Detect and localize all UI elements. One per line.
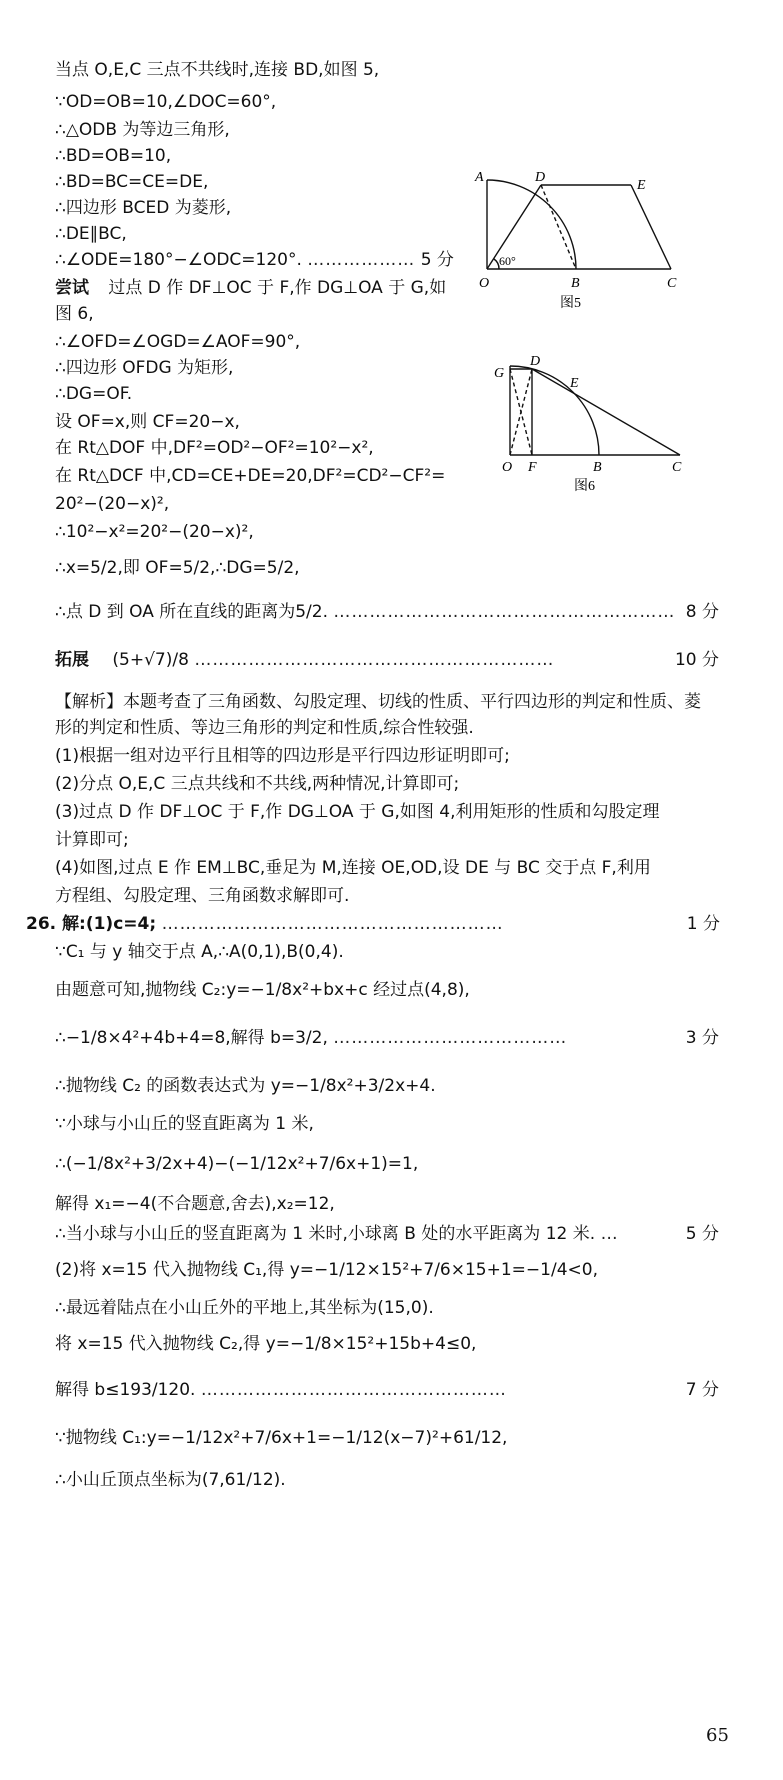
segment-DC	[532, 369, 680, 455]
score-mark: 1 分	[686, 914, 720, 934]
text-line: ∴∠OFD=∠OGD=∠AOF=90°,	[55, 332, 301, 352]
text-segment: ∴∠ODE=180°−∠ODC=120°.	[55, 250, 302, 270]
question-number: 26. 解:(1)c=4;	[26, 914, 157, 934]
text-line: ∴BD=BC=CE=DE,	[55, 172, 209, 192]
leader-dots: ………………	[307, 250, 416, 270]
text-line: ∴BD=OB=10,	[55, 146, 172, 166]
point-label: O	[502, 460, 513, 475]
segment-BD-dashed	[541, 185, 576, 269]
text-segment: 过点 D 作 DF⊥OC 于 F,作 DG⊥OA 于 G,如	[108, 278, 447, 298]
point-label: G	[494, 366, 505, 381]
text-line: (2)分点 O,E,C 三点共线和不共线,两种情况,计算即可;	[55, 774, 460, 794]
figure-6	[488, 350, 698, 495]
point-label: D	[535, 170, 546, 185]
text-line: 当点 O,E,C 三点不共线时,连接 BD,如图 5,	[55, 60, 380, 80]
text-line	[55, 648, 735, 672]
arc-AB	[510, 366, 599, 455]
segment-EC	[631, 185, 671, 269]
text-line: ∵小球与小山丘的竖直距离为 1 米,	[55, 1114, 314, 1134]
text-segment: ∴−1/8×4²+4b+4=8,解得 b=3/2,	[55, 1028, 328, 1048]
text-line: (3)过点 D 作 DF⊥OC 于 F,作 DG⊥OA 于 G,如图 4,利用矩形的性质和勾股定理	[55, 802, 660, 822]
text-line: 方程组、勾股定理、三角函数求解即可.	[55, 886, 350, 906]
text-line: ∴x=5/2,即 OF=5/2,∴DG=5/2,	[55, 558, 300, 578]
text-segment: ∴点 D 到 OA 所在直线的距离为5/2.	[55, 602, 328, 622]
text-line: 解得 x₁=−4(不合题意,舍去),x₂=12,	[55, 1194, 335, 1214]
text-line: 形的判定和性质、等边三角形的判定和性质,综合性较强.	[55, 718, 474, 738]
text-line: 20²−(20−x)²,	[55, 494, 170, 514]
text-line	[55, 1378, 735, 1402]
figure-caption: 图5	[560, 296, 581, 311]
text-line: ∴DG=OF.	[55, 384, 133, 404]
text-line: 图 6,	[55, 304, 94, 324]
page-number: 65	[706, 1725, 729, 1746]
section-label-try: 尝试	[55, 278, 89, 298]
leader-dots: …………………………………	[333, 1028, 568, 1048]
angle-label: 60°	[499, 254, 516, 268]
leader-dots: ……………………………………………	[200, 1380, 507, 1400]
text-line: 计算即可;	[55, 830, 129, 850]
score-mark: 5 分	[685, 1224, 719, 1244]
text-line: ∴DE∥BC,	[55, 224, 127, 244]
point-label: B	[593, 460, 602, 475]
text-segment: 解得 b≤193/120.	[55, 1380, 196, 1400]
score-mark: 3 分	[685, 1028, 719, 1048]
point-label: B	[571, 276, 580, 291]
leader-dots: ……………………………………………………	[194, 650, 555, 670]
point-label: D	[530, 354, 541, 369]
text-line: 【解析】本题考查了三角函数、勾股定理、切线的性质、平行四边形的判定和性质、菱	[55, 692, 701, 712]
text-segment: ∴当小球与小山丘的竖直距离为 1 米时,小球离 B 处的水平距离为 12 米.	[55, 1224, 596, 1244]
score-mark: 5 分	[420, 250, 454, 270]
text-line: ∵抛物线 C₁:y=−1/12x²+7/6x+1=−1/12(x−7)²+61/12,	[55, 1428, 508, 1448]
leader-dots: …………………………………………………	[333, 602, 676, 622]
text-line: (1)根据一组对边平行且相等的四边形是平行四边形证明即可;	[55, 746, 510, 766]
text-line: ∴最远着陆点在小山丘外的平地上,其坐标为(15,0).	[55, 1298, 434, 1318]
text-line: (4)如图,过点 E 作 EM⊥BC,垂足为 M,连接 OE,OD,设 DE 与 BC 交于点 F,利用	[55, 858, 651, 878]
point-label: E	[570, 376, 579, 391]
leader-dots: …	[600, 1224, 619, 1244]
point-label: E	[637, 178, 646, 193]
text-line	[55, 1222, 735, 1246]
text-line: 将 x=15 代入抛物线 C₂,得 y=−1/8×15²+15b+4≤0,	[55, 1334, 477, 1354]
point-label: C	[667, 276, 677, 291]
text-line: ∴四边形 OFDG 为矩形,	[55, 358, 234, 378]
text-line: ∴△ODB 为等边三角形,	[55, 120, 230, 140]
text-line: ∴抛物线 C₂ 的函数表达式为 y=−1/8x²+3/2x+4.	[55, 1076, 436, 1096]
text-line: ∴四边形 BCED 为菱形,	[55, 198, 232, 218]
text-line	[55, 1026, 735, 1050]
text-line: ∴小山丘顶点坐标为(7,61/12).	[55, 1470, 286, 1490]
text-line: ∵C₁ 与 y 轴交于点 A,∴A(0,1),B(0,4).	[55, 942, 344, 962]
text-line	[55, 600, 735, 624]
section-label-extend: 拓展	[55, 650, 89, 670]
point-label: O	[479, 276, 490, 291]
score-mark: 8 分	[685, 602, 719, 622]
figure-5	[465, 165, 695, 325]
text-line: ∴(−1/8x²+3/2x+4)−(−1/12x²+7/6x+1)=1,	[55, 1154, 419, 1174]
text-line: 由题意可知,抛物线 C₂:y=−1/8x²+bx+c 经过点(4,8),	[55, 980, 470, 1000]
segment-GF-dashed	[510, 369, 532, 455]
point-label: A	[475, 170, 484, 185]
text-line: ∵OD=OB=10,∠DOC=60°,	[55, 92, 277, 112]
point-label: F	[528, 460, 537, 475]
text-segment: (5+√7)/8	[112, 650, 189, 670]
text-line	[55, 248, 454, 272]
point-label: C	[672, 460, 682, 475]
text-line	[26, 912, 736, 936]
text-line: 在 Rt△DCF 中,CD=CE+DE=20,DF²=CD²−CF²=	[55, 466, 446, 486]
figure-caption: 图6	[574, 479, 595, 494]
text-line	[55, 276, 446, 300]
text-line: 在 Rt△DOF 中,DF²=OD²−OF²=10²−x²,	[55, 438, 374, 458]
text-line: (2)将 x=15 代入抛物线 C₁,得 y=−1/12×15²+7/6×15+1=−1/4<0,	[55, 1260, 598, 1280]
score-mark: 10 分	[674, 650, 719, 670]
score-mark: 7 分	[685, 1380, 719, 1400]
text-line: 设 OF=x,则 CF=20−x,	[55, 412, 240, 432]
text-line: ∴10²−x²=20²−(20−x)²,	[55, 522, 254, 542]
leader-dots: …………………………………………………	[161, 914, 504, 934]
